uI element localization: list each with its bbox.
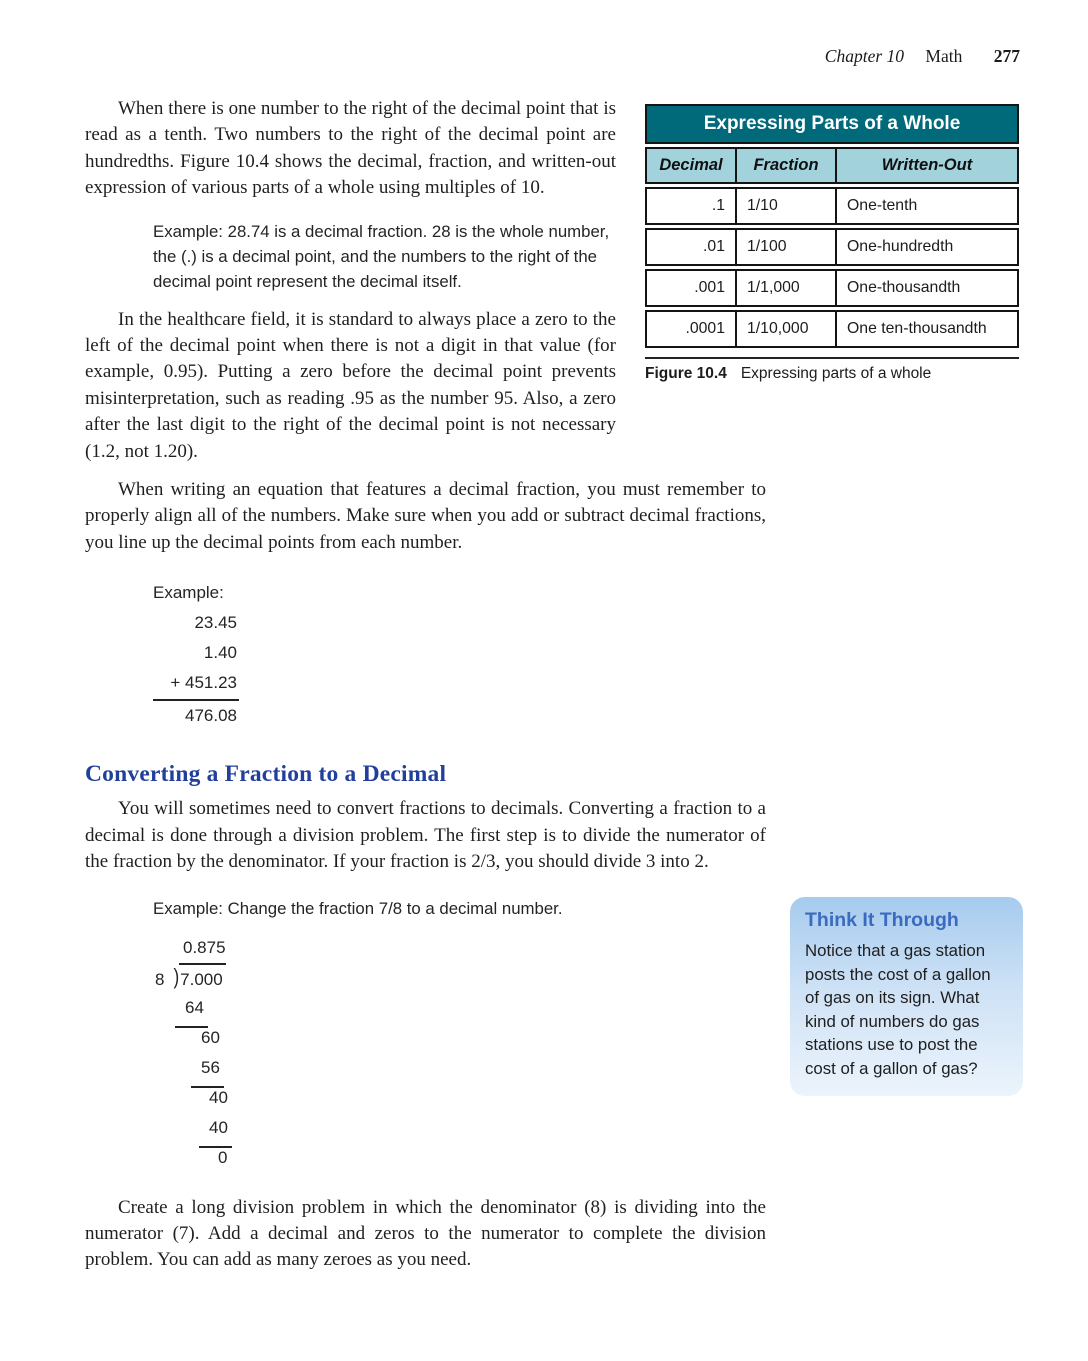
division-dividend: 7.000 bbox=[179, 963, 226, 995]
cell-written-out: One ten-thousandth bbox=[837, 310, 1019, 348]
cell-fraction: 1/1,000 bbox=[737, 269, 837, 307]
main-text-column bbox=[85, 96, 766, 1274]
chapter-label: Chapter 10 bbox=[824, 46, 905, 66]
addition-column bbox=[153, 608, 239, 731]
cell-decimal: .01 bbox=[645, 228, 737, 266]
division-step: 60 bbox=[201, 1027, 220, 1047]
division-divisor: 8 bbox=[155, 969, 165, 989]
paragraph-align-numbers: When writing an equation that features a decimal fraction, you must remember to properly align all of the numbers. Make sure when you add or subtract decimal fractions, you line up the decimal points from each number. bbox=[85, 479, 766, 553]
col-header-decimal: Decimal bbox=[645, 147, 737, 184]
figure-wrap-spacer bbox=[616, 96, 766, 414]
section-heading: Converting a Fraction to a Decimal bbox=[85, 761, 447, 788]
cell-fraction: 1/10,000 bbox=[737, 310, 837, 348]
addition-example-label: Example: bbox=[153, 583, 224, 603]
addition-sum: 476.08 bbox=[185, 706, 237, 726]
example-decimal-fraction: Example: 28.74 is a decimal fraction. 28 is the whole number, the (.) is a decimal point, and the numbers to the right of the decimal point represent the decimal itself. bbox=[153, 221, 610, 291]
page-number: 277 bbox=[993, 46, 1020, 66]
division-bracket: ) bbox=[173, 963, 180, 989]
cell-fraction: 1/100 bbox=[737, 228, 837, 266]
think-box-title: Think It Through bbox=[805, 909, 959, 931]
figure-caption-text: Expressing parts of a whole bbox=[740, 365, 932, 382]
paragraph-tenths: When there is one number to the right of the decimal point that is read as a tenth. Two numbers to the right of the decimal point are hundredths. Figure 10.4 shows the decimal, fraction, and written-out expression of various parts of a whole using multiples of 10. bbox=[85, 98, 616, 199]
division-step: 40 bbox=[209, 1113, 766, 1143]
addend: 1.40 bbox=[203, 643, 237, 663]
paragraph-convert-fractions: You will sometimes need to convert fractions to decimals. Converting a fraction to a decimal is done through a division problem. The first step is to divide the numerator of the fraction by the denominator. If your fraction is 2/3, you should divide 3 into 2. bbox=[85, 798, 766, 873]
division-quotient: 0.875 bbox=[183, 937, 226, 957]
cell-decimal: .0001 bbox=[645, 310, 737, 348]
addition-example bbox=[153, 578, 766, 731]
division-step: 40 bbox=[209, 1087, 228, 1107]
col-header-fraction: Fraction bbox=[737, 147, 837, 184]
think-it-through-box bbox=[790, 897, 1023, 1096]
long-division-example bbox=[153, 933, 766, 1173]
cell-decimal: .1 bbox=[645, 187, 737, 225]
cell-fraction: 1/10 bbox=[737, 187, 837, 225]
division-example-label: Example: Change the fraction 7/8 to a decimal number. bbox=[153, 898, 563, 918]
think-box-body: Notice that a gas station posts the cost of a gallon of gas on its sign. What kind of numbers do gas stations use to post the cost of a gallon of gas? bbox=[805, 941, 991, 1078]
cell-written-out: One-hundredth bbox=[837, 228, 1019, 266]
paragraph-create-division: Create a long division problem in which the denominator (8) is dividing into the numerator (7). Add a decimal and zeros to the numerator to complete the division problem. You can add as many zeroes as you need. bbox=[85, 1196, 766, 1271]
division-problem bbox=[153, 963, 766, 993]
table-title: Expressing Parts of a Whole bbox=[645, 104, 1019, 144]
division-step: 56 bbox=[201, 1053, 766, 1083]
col-header-written-out: Written-Out bbox=[837, 147, 1019, 184]
division-remainder: 0 bbox=[218, 1147, 228, 1167]
figure-caption-label: Figure 10.4 bbox=[645, 365, 727, 382]
addend: 23.45 bbox=[194, 613, 237, 633]
cell-written-out: One-tenth bbox=[837, 187, 1019, 225]
cell-decimal: .001 bbox=[645, 269, 737, 307]
division-step: 64 bbox=[185, 993, 766, 1023]
running-header bbox=[0, 46, 1020, 67]
paragraph-healthcare-zero: In the healthcare field, it is standard to always place a zero to the left of the decimal point when there is not a digit in that value (for example, 0.95). Putting a zero before the decimal point prevents misinterpretation, such as reading .95 as the number 95. Also, a zero after the last digit to the right of the decimal point is not necessary (1.2, not 1.20). bbox=[85, 308, 616, 462]
subject-label: Math bbox=[925, 46, 963, 66]
addend-plus-line: + 451.23 bbox=[153, 668, 239, 701]
cell-written-out: One-thousandth bbox=[837, 269, 1019, 307]
